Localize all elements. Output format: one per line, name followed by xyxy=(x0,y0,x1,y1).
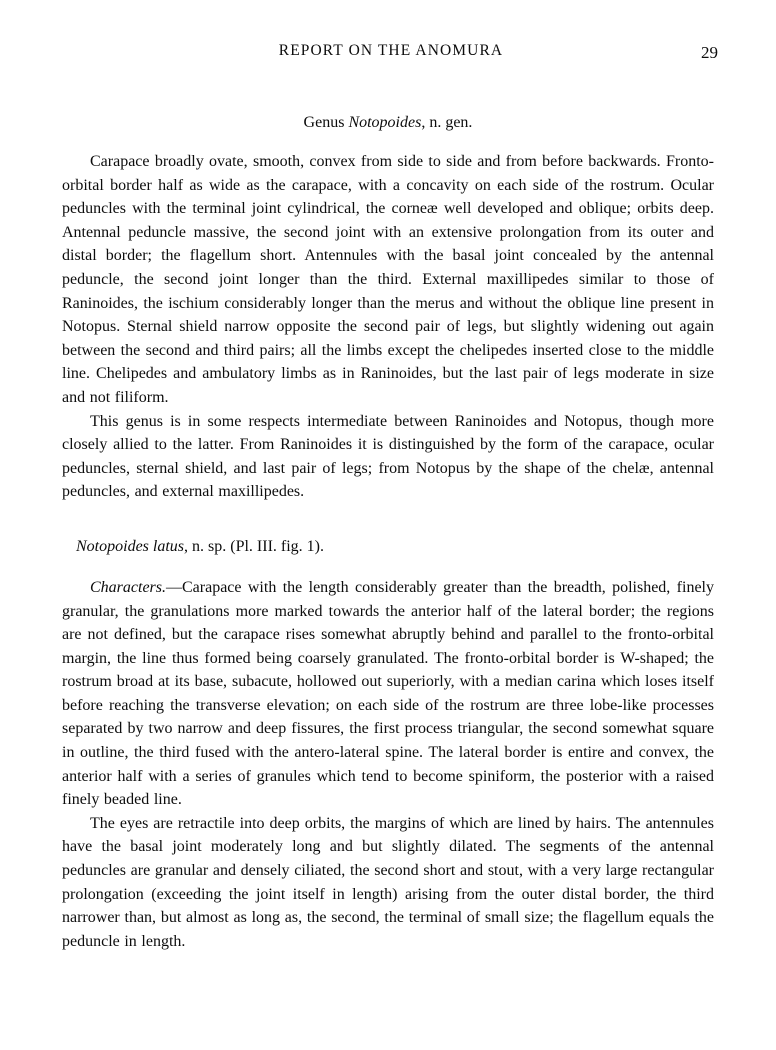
page-header xyxy=(62,42,718,76)
characters-dash: — xyxy=(166,578,182,596)
running-head: REPORT ON THE ANOMURA xyxy=(278,42,504,59)
genus-heading-suffix: , n. gen. xyxy=(421,114,473,131)
species-heading-suffix: , n. sp. (Pl. III. fig. 1). xyxy=(184,537,324,555)
genus-heading-prefix: Genus xyxy=(303,114,349,131)
characters-run-in-label: Characters. xyxy=(90,578,166,596)
genus-name: Notopoides xyxy=(348,114,422,131)
species-heading xyxy=(62,538,714,556)
paragraph-genus-affinities: This genus is in some respects intermediate between Raninoides and Notopus, though more closely allied to the latter. From Raninoides it is distinguished by the form of the carapace, ocular peduncles, sternal shield, and last pair of legs; from Notopus by the shape of the chelæ, antennal peduncles, and external maxillipedes. xyxy=(62,412,714,501)
paragraph-characters xyxy=(62,576,714,812)
paragraph-eyes-antennules: The eyes are retractile into deep orbits, the margins of which are lined by hairs. The antennules have the basal joint moderately long and but slightly dilated. The segments of the antennal peduncles are granular and densely ciliated, the second short and stout, with a very large rectangular prolongation (exceeding the joint itself in length) arising from the outer distal border, the third narrower than, but almost as long as, the second, the terminal of small size; the flagellum equals the peduncle in length. xyxy=(62,814,714,950)
genus-heading xyxy=(62,114,714,132)
paragraph-genus-description: Carapace broadly ovate, smooth, convex from side to side and from before backwards. Fronto-orbital border half as wide as the carapace, with a concavity on each side of the rostrum. Ocular peduncles with the terminal joint cylindrical, the corneæ well developed and oblique; orbits deep. Antennal peduncle massive, the second joint with an extensive prolongation from its outer and distal border; the flagellum short. Antennules with the basal joint concealed by the antennal peduncle, the second joint longer than the third. External maxillipedes similar to those of Raninoides, the ischium considerably longer than the merus and without the oblique line present in Notopus. Sternal shield narrow opposite the second pair of legs, but slightly widening out again between the second and third pairs; all the limbs except the chelipedes inserted close to the middle line. Chelipedes and ambulatory limbs as in Raninoides, but the last pair of legs moderate in size and not filiform. xyxy=(62,153,714,406)
characters-text: Carapace with the length considerably greater than the breadth, polished, finely granular, the granulations more marked towards the anterior half of the lateral border; the regions are not defined, but the carapace rises somewhat abruptly behind and parallel to the fronto-orbital margin, the line thus formed being coarsely granulated. The fronto-orbital border is W-shaped; the rostrum broad at its base, subacute, hollowed out superiorly, with a median carina which loses itself before reaching the transverse elevation; on each side of the rostrum are three lobe-like processes separated by two narrow and deep fissures, the first process triangular, the second somewhat square in outline, the third fused with the antero-lateral spine. The lateral border is entire and convex, the anterior half with a series of granules which tend to become spiniform, the posterior with a raised finely beaded line. xyxy=(62,578,714,809)
species-name: Notopoides latus xyxy=(76,537,185,555)
page-number: 29 xyxy=(701,43,718,62)
